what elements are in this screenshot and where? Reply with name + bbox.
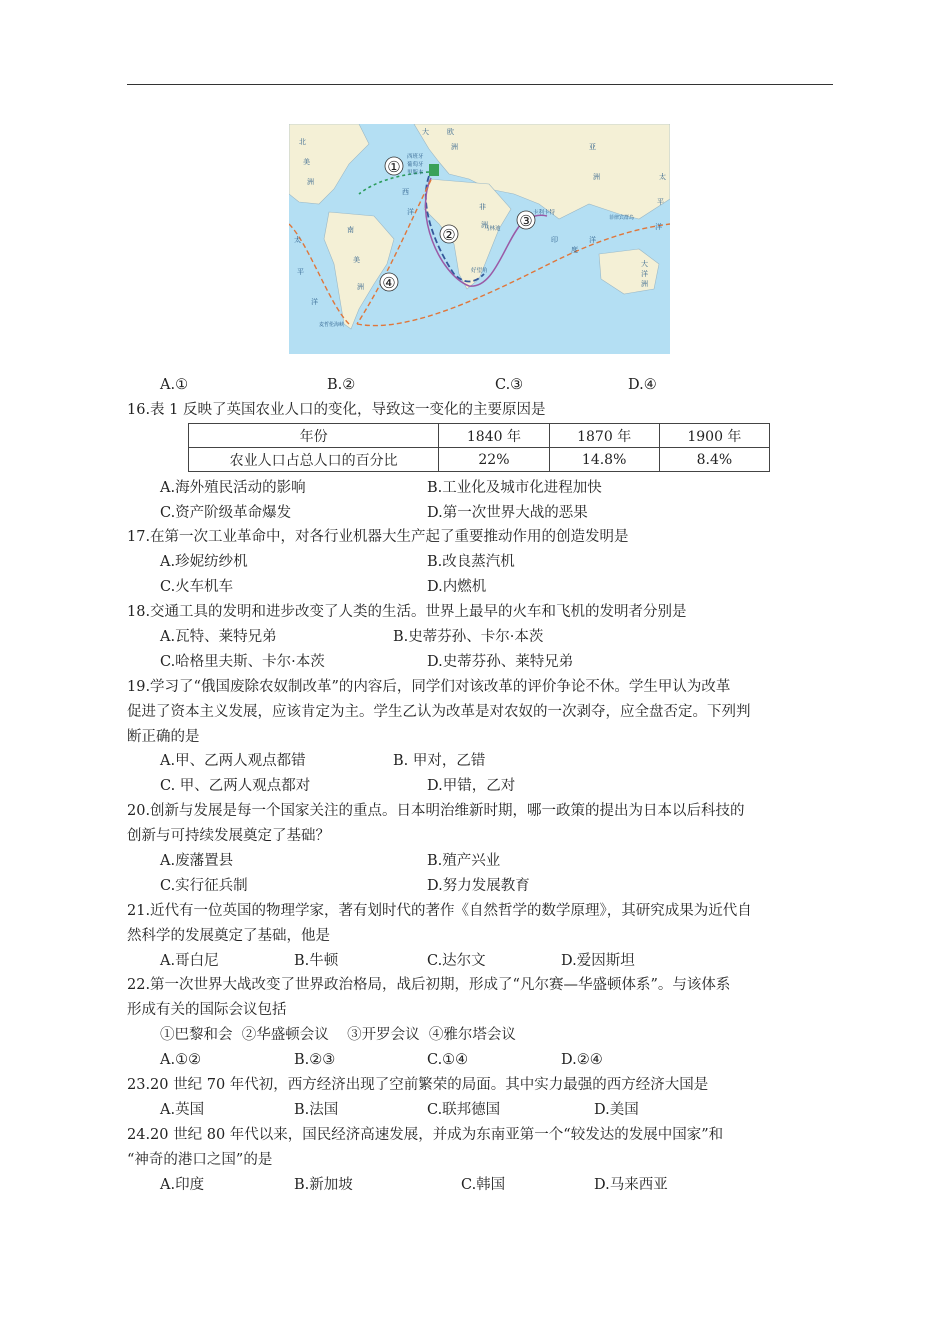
continent-char: 洲 bbox=[307, 178, 314, 186]
q24-option-d[interactable]: D.马来西亚 bbox=[594, 1177, 668, 1193]
continent-char: 北 bbox=[299, 138, 306, 146]
q19-stem-line-2: 促进了资本主义发展，应该肯定为主。学生乙认为改革是对农奴的一次剥夺，应全盘否定。下列判 bbox=[127, 704, 751, 720]
q21-option-a[interactable]: A.哥白尼 bbox=[160, 953, 219, 969]
ocean-char: 平 bbox=[297, 268, 304, 276]
q22-option-d[interactable]: D.②④ bbox=[561, 1052, 603, 1068]
q22-stem-line-2: 形成有关的国际会议包括 bbox=[127, 1002, 287, 1018]
q15-option-a[interactable]: A.① bbox=[160, 377, 189, 393]
q20-option-d[interactable]: D.努力发展教育 bbox=[427, 878, 530, 894]
q18-option-a[interactable]: A.瓦特、莱特兄弟 bbox=[160, 629, 277, 645]
q17-stem: 17.在第一次工业革命中，对各行业机器大生产起了重要推动作用的创造发明是 bbox=[127, 529, 629, 545]
ocean-char: 平 bbox=[657, 198, 664, 206]
q20-option-c[interactable]: C.实行征兵制 bbox=[160, 878, 248, 894]
label-calicut: 卡利卡特 bbox=[533, 210, 556, 216]
table-cell: 1840 年 bbox=[439, 424, 549, 448]
ocean-char: 洋 bbox=[589, 236, 596, 244]
q23-stem: 23.20 世纪 70 年代初，西方经济出现了空前繁荣的局面。其中实力最强的西方经济大国是 bbox=[127, 1077, 709, 1093]
q20-option-a[interactable]: A.废藩置县 bbox=[160, 853, 234, 869]
svg-text:④: ④ bbox=[382, 274, 396, 292]
q18-stem: 18.交通工具的发明和进步改变了人类的生活。世界上最早的火车和飞机的发明者分别是 bbox=[127, 604, 687, 620]
continent-char: 洲 bbox=[641, 280, 648, 288]
svg-text:①: ① bbox=[387, 158, 401, 176]
table-cell: 8.4% bbox=[659, 448, 769, 472]
q22-option-c[interactable]: C.①④ bbox=[427, 1052, 469, 1068]
q19-option-a[interactable]: A.甲、乙两人观点都错 bbox=[160, 753, 306, 769]
ocean-char: 度 bbox=[571, 246, 578, 254]
q16-option-c[interactable]: C.资产阶级革命爆发 bbox=[160, 505, 292, 521]
ocean-char: 大 bbox=[422, 128, 429, 136]
q19-option-c[interactable]: C. 甲、乙两人观点都对 bbox=[160, 778, 311, 794]
svg-text:②: ② bbox=[442, 226, 456, 244]
q15-option-b[interactable]: B.② bbox=[327, 377, 356, 393]
q19-stem-line-1: 19.学习了“俄国废除农奴制改革”的内容后，同学们对该改革的评价争论不休。学生甲认为改革 bbox=[127, 679, 731, 695]
ocean-char: 西 bbox=[402, 188, 409, 196]
q16-stem: 16.表 1 反映了英国农业人口的变化，导致这一变化的主要原因是 bbox=[127, 402, 546, 418]
q20-option-b[interactable]: B.殖产兴业 bbox=[427, 853, 501, 869]
q20-stem-line-1: 20.创新与发展是每一个国家关注的重点。日本明治维新时期，哪一政策的提出为日本以后科技的 bbox=[127, 803, 745, 819]
continent-char: 非 bbox=[479, 203, 486, 211]
q20-stem-line-2: 创新与可持续发展奠定了基础？ bbox=[127, 828, 330, 844]
q19-stem-line-3: 断正确的是 bbox=[127, 729, 200, 745]
ocean-char: 太 bbox=[659, 173, 666, 181]
table-row bbox=[189, 448, 770, 472]
q24-stem-line-2: “神奇的港口之国”的是 bbox=[127, 1152, 273, 1168]
ocean-char: 洋 bbox=[655, 223, 662, 231]
label-spain: 西班牙 bbox=[407, 154, 424, 160]
label-lisbon: 里斯本 bbox=[407, 170, 424, 176]
ocean-char: 印 bbox=[551, 236, 558, 244]
population-table bbox=[188, 423, 770, 472]
continent-char: 欧 bbox=[447, 128, 454, 136]
q16-option-d[interactable]: D.第一次世界大战的恶果 bbox=[427, 505, 588, 521]
q16-option-a[interactable]: A.海外殖民活动的影响 bbox=[160, 480, 306, 496]
q24-option-c[interactable]: C.韩国 bbox=[461, 1177, 506, 1193]
q18-option-c[interactable]: C.哈格里夫斯、卡尔·本茨 bbox=[160, 654, 325, 670]
q15-option-d[interactable]: D.④ bbox=[628, 377, 657, 393]
continent-char: 洲 bbox=[451, 143, 458, 151]
q21-stem-line-2: 然科学的发展奠定了基础，他是 bbox=[127, 928, 330, 944]
table-header-row bbox=[189, 424, 770, 448]
header-rule bbox=[127, 84, 833, 85]
q19-option-d[interactable]: D.甲错，乙对 bbox=[427, 778, 516, 794]
continent-char: 美 bbox=[353, 256, 360, 264]
q18-option-b[interactable]: B.史蒂芬孙、卡尔·本茨 bbox=[393, 629, 544, 645]
svg-text:③: ③ bbox=[519, 212, 533, 230]
q22-items: ①巴黎和会 ②华盛顿会议 ③开罗会议 ④雅尔塔会议 bbox=[160, 1027, 516, 1043]
table-cell: 1900 年 bbox=[659, 424, 769, 448]
ocean-char: 洋 bbox=[407, 208, 414, 216]
ocean-char: 洋 bbox=[311, 298, 318, 306]
label-magellan-strait: 麦哲伦海峡 bbox=[319, 322, 345, 328]
continent-char: 大 bbox=[641, 260, 648, 268]
q19-option-b[interactable]: B. 甲对，乙错 bbox=[393, 753, 486, 769]
continent-char: 洲 bbox=[357, 283, 364, 291]
q17-option-b[interactable]: B.改良蒸汽机 bbox=[427, 554, 515, 570]
table-cell: 年份 bbox=[189, 424, 439, 448]
continent-char: 洋 bbox=[641, 270, 648, 278]
q17-option-d[interactable]: D.内燃机 bbox=[427, 579, 487, 595]
continent-char: 亚 bbox=[589, 143, 596, 151]
q16-option-b[interactable]: B.工业化及城市化进程加快 bbox=[427, 480, 602, 496]
q24-option-b[interactable]: B.新加坡 bbox=[294, 1177, 353, 1193]
q17-option-a[interactable]: A.珍妮纺纱机 bbox=[160, 554, 248, 570]
q21-option-b[interactable]: B.牛顿 bbox=[294, 953, 339, 969]
marker-2 bbox=[440, 225, 458, 244]
q21-option-c[interactable]: C.达尔文 bbox=[427, 953, 486, 969]
q23-option-c[interactable]: C.联邦德国 bbox=[427, 1102, 501, 1118]
continent-char: 洲 bbox=[593, 173, 600, 181]
q22-stem-line-1: 22.第一次世界大战改变了世界政治格局，战后初期，形成了“凡尔赛—华盛顿体系”。与该体系 bbox=[127, 977, 731, 993]
table-cell: 1870 年 bbox=[549, 424, 659, 448]
q21-option-d[interactable]: D.爱因斯坦 bbox=[561, 953, 635, 969]
q24-stem-line-1: 24.20 世纪 80 年代以来，国民经济高速发展，并成为东南亚第一个“较发达的发展中国家”和 bbox=[127, 1127, 724, 1143]
q22-option-a[interactable]: A.①② bbox=[160, 1052, 202, 1068]
marker-1 bbox=[385, 157, 403, 176]
q18-option-d[interactable]: D.史蒂芬孙、莱特兄弟 bbox=[427, 654, 574, 670]
label-philippines: 菲律宾群岛 bbox=[609, 215, 635, 221]
label-portugal: 葡萄牙 bbox=[407, 162, 424, 168]
q24-option-a[interactable]: A.印度 bbox=[160, 1177, 205, 1193]
q23-option-a[interactable]: A.英国 bbox=[160, 1102, 205, 1118]
label-cape: 好望角 bbox=[471, 268, 488, 274]
marker-4 bbox=[380, 273, 398, 292]
label-malindi: 马林迪 bbox=[484, 226, 501, 232]
continent-char: 美 bbox=[303, 158, 310, 166]
iberia-marker bbox=[429, 164, 439, 176]
ocean-char: 太 bbox=[294, 236, 301, 244]
continent-char: 南 bbox=[347, 226, 354, 234]
table-cell: 14.8% bbox=[549, 448, 659, 472]
table-cell: 22% bbox=[439, 448, 549, 472]
continent-char: 洲 bbox=[481, 221, 488, 229]
q17-option-c[interactable]: C.火车机车 bbox=[160, 579, 234, 595]
q15-option-c[interactable]: C.③ bbox=[495, 377, 524, 393]
table-cell: 农业人口占总人口的百分比 bbox=[189, 448, 439, 472]
q23-option-b[interactable]: B.法国 bbox=[294, 1102, 339, 1118]
q21-stem-line-1: 21.近代有一位英国的物理学家，著有划时代的著作《自然哲学的数学原理》，其研究成果为近代自 bbox=[127, 903, 752, 919]
q22-option-b[interactable]: B.②③ bbox=[294, 1052, 336, 1068]
voyage-map bbox=[289, 124, 670, 354]
q23-option-d[interactable]: D.美国 bbox=[594, 1102, 639, 1118]
